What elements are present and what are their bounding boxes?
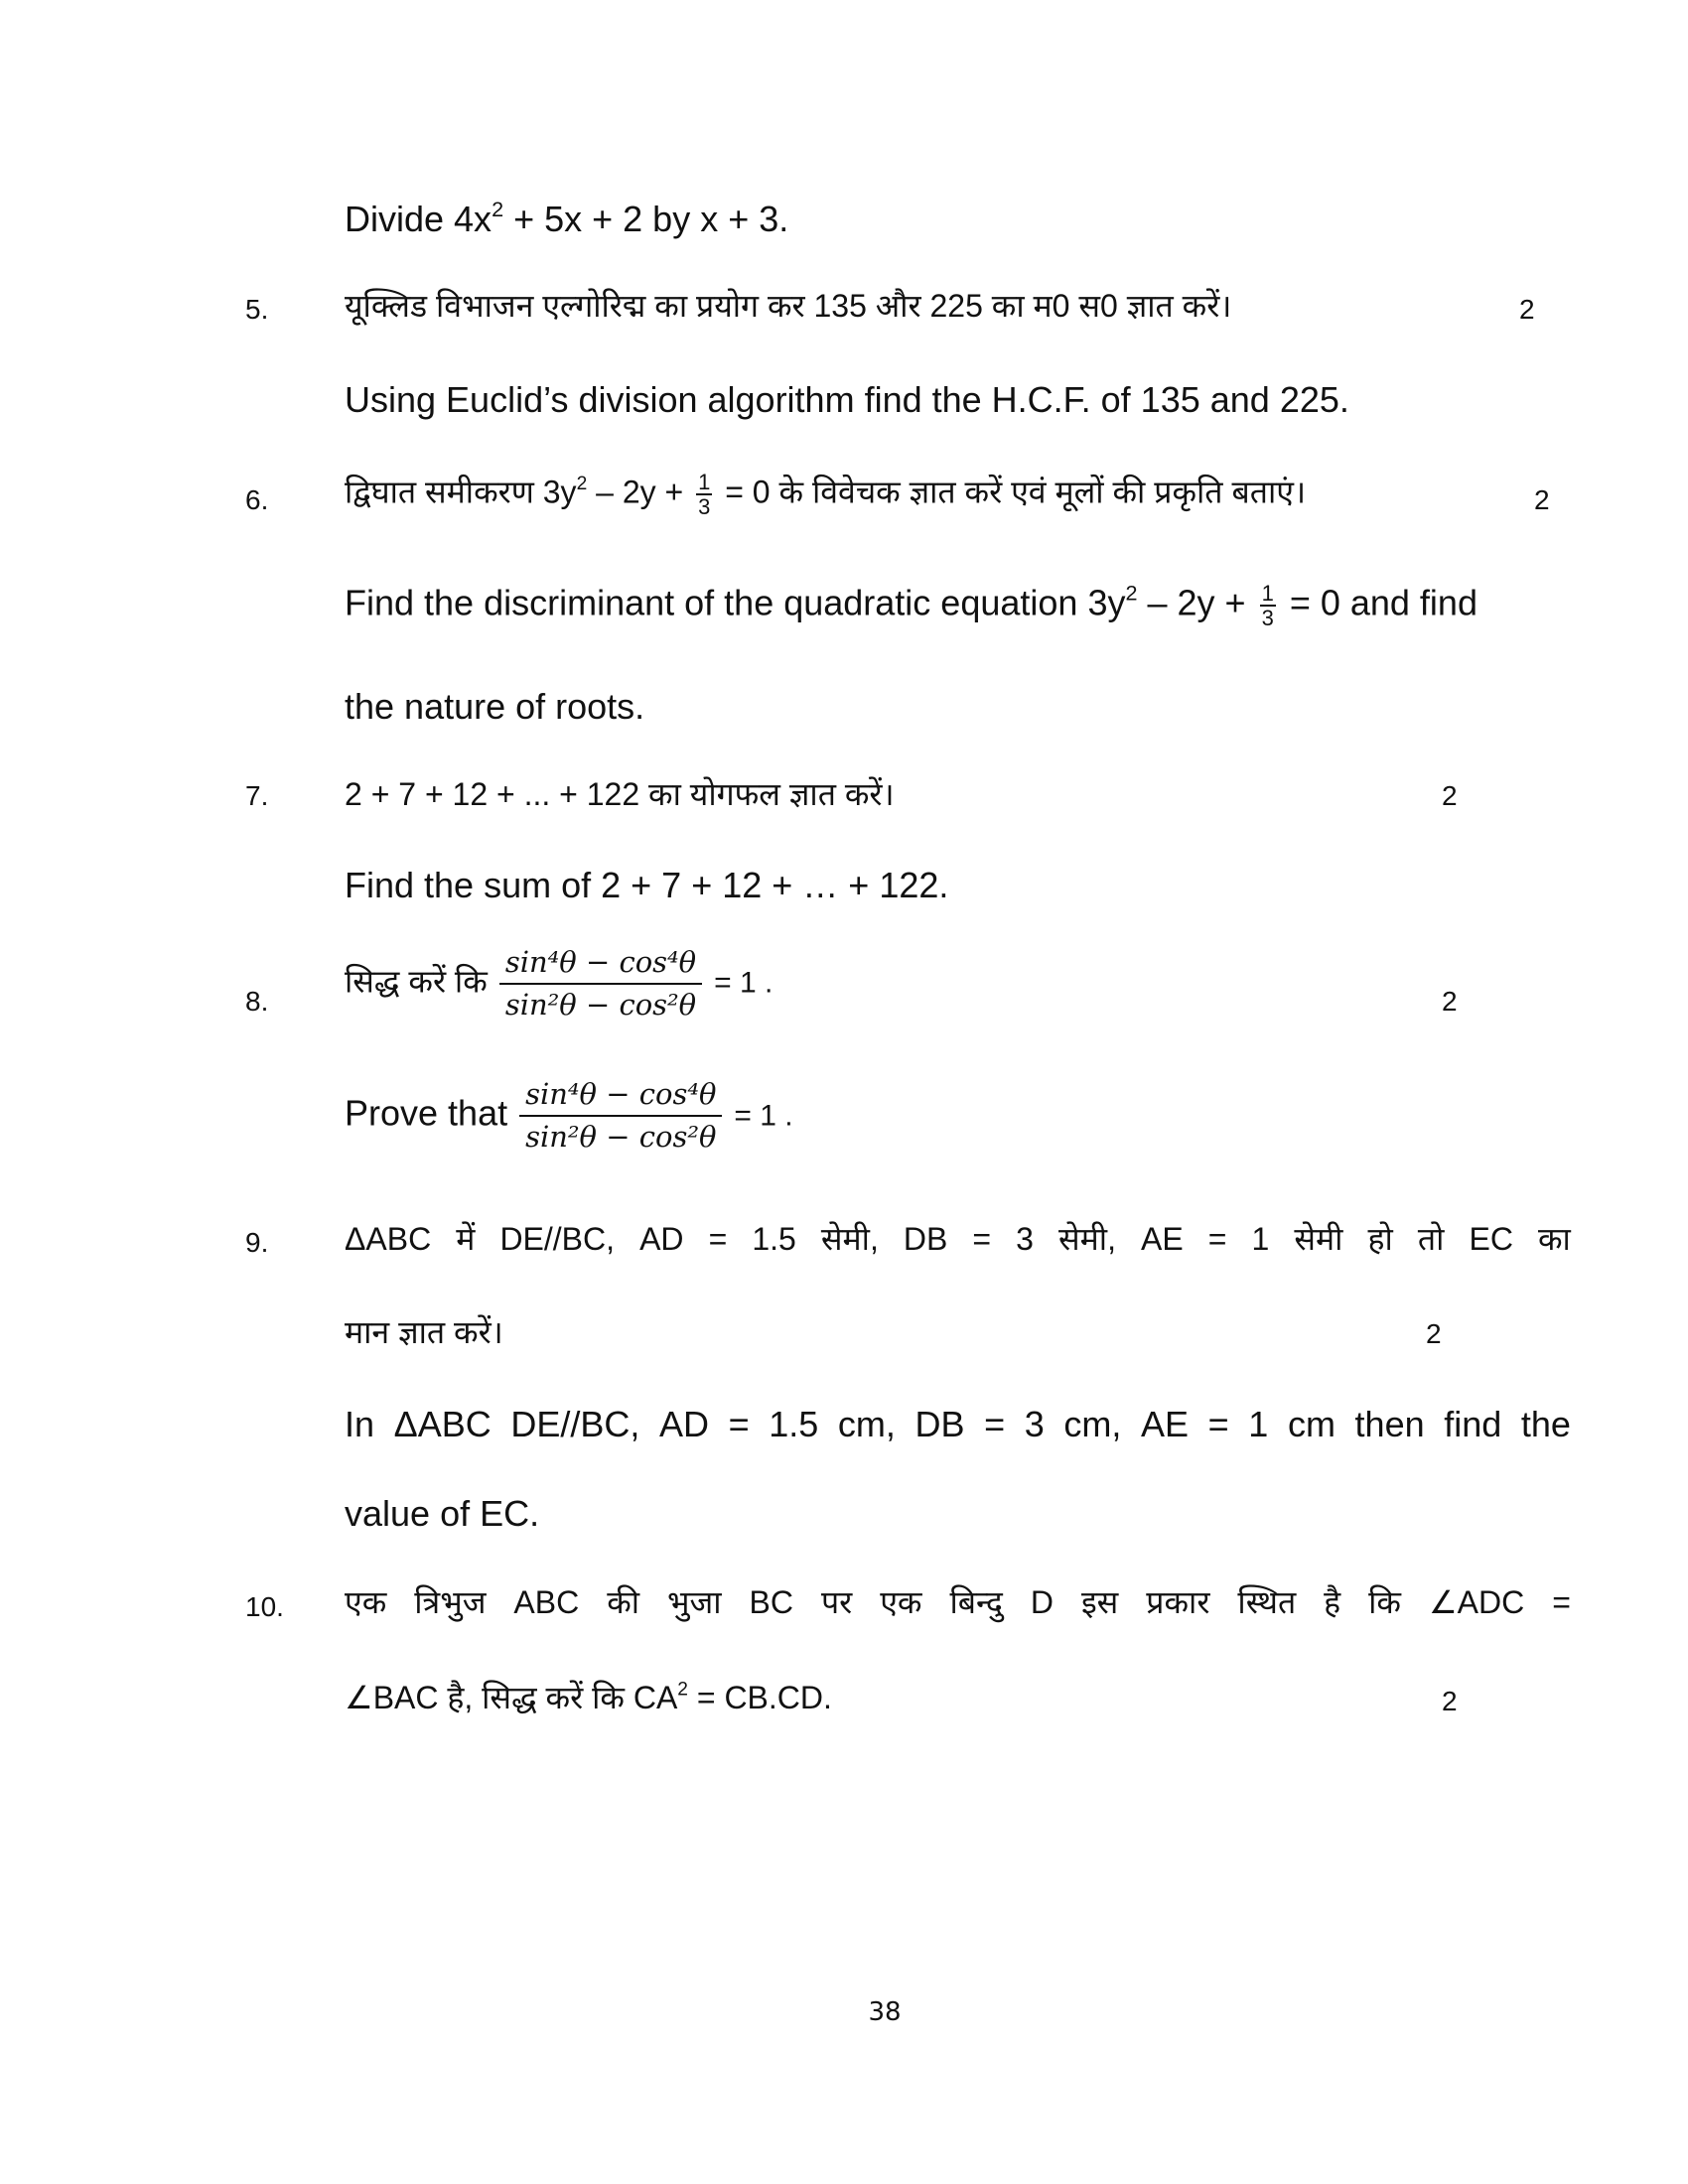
word: find <box>1444 1404 1502 1444</box>
denominator: 3 <box>1261 606 1274 631</box>
word: AD <box>639 1221 684 1257</box>
word: इस <box>1080 1584 1119 1620</box>
word: सेमी, <box>820 1221 879 1257</box>
word: D <box>1030 1584 1054 1620</box>
question-english-cont: value of EC. <box>345 1493 540 1534</box>
question-number: 8. <box>245 986 269 1017</box>
question-hindi <box>345 1223 1571 1255</box>
fraction <box>519 1077 722 1154</box>
word: BC <box>749 1584 793 1620</box>
exponent: 2 <box>1125 580 1138 606</box>
word: एक <box>345 1584 387 1620</box>
word: = <box>984 1404 1006 1444</box>
denominator: 3 <box>698 494 711 520</box>
text: – 2y + <box>587 474 693 510</box>
question-english <box>345 1404 1571 1444</box>
text: = CB.CD. <box>687 1680 832 1715</box>
question-hindi <box>345 471 1306 518</box>
question-hindi: 2 + 7 + 12 + ... + 122 का योगफल ज्ञात करें। <box>345 776 895 812</box>
numerator: 1 <box>698 470 711 494</box>
text: – 2y + <box>1137 582 1256 623</box>
exponent: 2 <box>576 474 588 495</box>
fraction <box>499 945 702 1022</box>
text: = 0 and find <box>1279 582 1477 623</box>
question-hindi <box>345 945 774 1022</box>
word: ΔABC <box>345 1221 432 1257</box>
question-marks: 2 <box>1442 986 1458 1017</box>
rhs: = 1 . <box>714 966 774 1000</box>
word: DB <box>914 1404 965 1444</box>
question-english <box>345 582 1477 629</box>
numerator: sin⁴θ − cos⁴θ <box>499 948 702 985</box>
word: 1.5 <box>769 1404 819 1444</box>
question-marks: 2 <box>1426 1318 1442 1349</box>
word: पर <box>820 1584 853 1620</box>
word: 3 <box>1016 1221 1034 1257</box>
question-marks: 2 <box>1442 780 1458 811</box>
question-english <box>345 1077 793 1154</box>
word: = <box>1552 1584 1571 1620</box>
question-english: Find the sum of 2 + 7 + 12 + … + 122. <box>345 865 949 905</box>
question-hindi <box>345 1586 1571 1618</box>
question-hindi-cont: मान ज्ञात करें। <box>345 1314 503 1350</box>
word: DE//BC, <box>510 1404 640 1444</box>
word: स्थित <box>1237 1584 1297 1620</box>
intro-text: Divide 4x <box>345 199 492 239</box>
word: cm, <box>837 1404 896 1444</box>
exponent: 2 <box>492 196 504 221</box>
word: सेमी <box>1294 1221 1343 1257</box>
question-english-cont: the nature of roots. <box>345 686 645 727</box>
question-marks: 2 <box>1519 294 1535 325</box>
word: है <box>1324 1584 1341 1620</box>
question-number: 5. <box>245 294 269 325</box>
word: की <box>607 1584 640 1620</box>
word: हो <box>1367 1221 1393 1257</box>
word: एक <box>880 1584 922 1620</box>
word: ΔABC <box>393 1404 492 1444</box>
denominator: sin²θ − cos²θ <box>525 1120 717 1154</box>
word: = <box>728 1404 750 1444</box>
denominator: sin²θ − cos²θ <box>504 988 697 1022</box>
question-hindi: यूक्लिड विभाजन एल्गोरिद्म का प्रयोग कर 135 और 225 का म0 स0 ज्ञात करें। <box>345 288 1232 324</box>
word: सेमी, <box>1058 1221 1116 1257</box>
word: = <box>708 1221 728 1257</box>
word: EC <box>1469 1221 1513 1257</box>
word: = <box>1207 1404 1229 1444</box>
word: 3 <box>1024 1404 1045 1444</box>
question-marks: 2 <box>1534 484 1550 515</box>
word: AE <box>1141 1404 1190 1444</box>
word: बिन्दु <box>949 1584 1003 1620</box>
question-number: 7. <box>245 780 269 811</box>
word: DE//BC, <box>499 1221 616 1257</box>
word: प्रकार <box>1146 1584 1210 1620</box>
word: कि <box>1368 1584 1402 1620</box>
word: AD <box>658 1404 709 1444</box>
numerator: 1 <box>1261 581 1274 606</box>
word: ∠ADC <box>1428 1584 1525 1620</box>
text: सिद्ध करें कि <box>345 963 488 1000</box>
exponent: 2 <box>677 1679 688 1701</box>
question-hindi-cont <box>345 1679 832 1715</box>
text: ∠BAC है, सिद्ध करें कि CA <box>345 1680 678 1715</box>
fraction <box>1260 582 1276 629</box>
word: = <box>972 1221 992 1257</box>
word: 1 <box>1248 1404 1269 1444</box>
word: 1.5 <box>752 1221 796 1257</box>
word: 1 <box>1251 1221 1270 1257</box>
word: AE <box>1141 1221 1184 1257</box>
word: the <box>1520 1404 1571 1444</box>
word: cm <box>1287 1404 1336 1444</box>
page-number: 38 <box>868 1997 902 2027</box>
question-number: 9. <box>245 1227 269 1258</box>
word: = <box>1207 1221 1227 1257</box>
intro-line <box>345 196 789 239</box>
word: का <box>1537 1221 1571 1257</box>
text: = 0 के विवेचक ज्ञात करें एवं मूलों की प्रकृति बताएं। <box>716 474 1307 510</box>
word: में <box>456 1221 476 1257</box>
text: Find the discriminant of the quadratic equation 3y <box>345 582 1126 623</box>
word: त्रिभुज <box>414 1584 487 1620</box>
question-english: Using Euclid’s division algorithm find the H.C.F. of 135 and 225. <box>345 379 1349 420</box>
word: DB <box>903 1221 948 1257</box>
question-number: 6. <box>245 484 269 515</box>
intro-text-end: + 5x + 2 by x + 3. <box>503 199 789 239</box>
word: then <box>1354 1404 1425 1444</box>
rhs: = 1 . <box>734 1099 793 1133</box>
text: Prove that <box>345 1092 508 1134</box>
question-marks: 2 <box>1442 1686 1458 1716</box>
fraction <box>696 471 712 518</box>
word: cm, <box>1063 1404 1122 1444</box>
numerator: sin⁴θ − cos⁴θ <box>519 1080 722 1117</box>
word: भुजा <box>667 1584 722 1620</box>
word: In <box>345 1404 375 1444</box>
word: ABC <box>513 1584 580 1620</box>
question-number: 10. <box>245 1591 284 1622</box>
word: तो <box>1417 1221 1445 1257</box>
text: द्विघात समीकरण 3y <box>345 474 577 510</box>
